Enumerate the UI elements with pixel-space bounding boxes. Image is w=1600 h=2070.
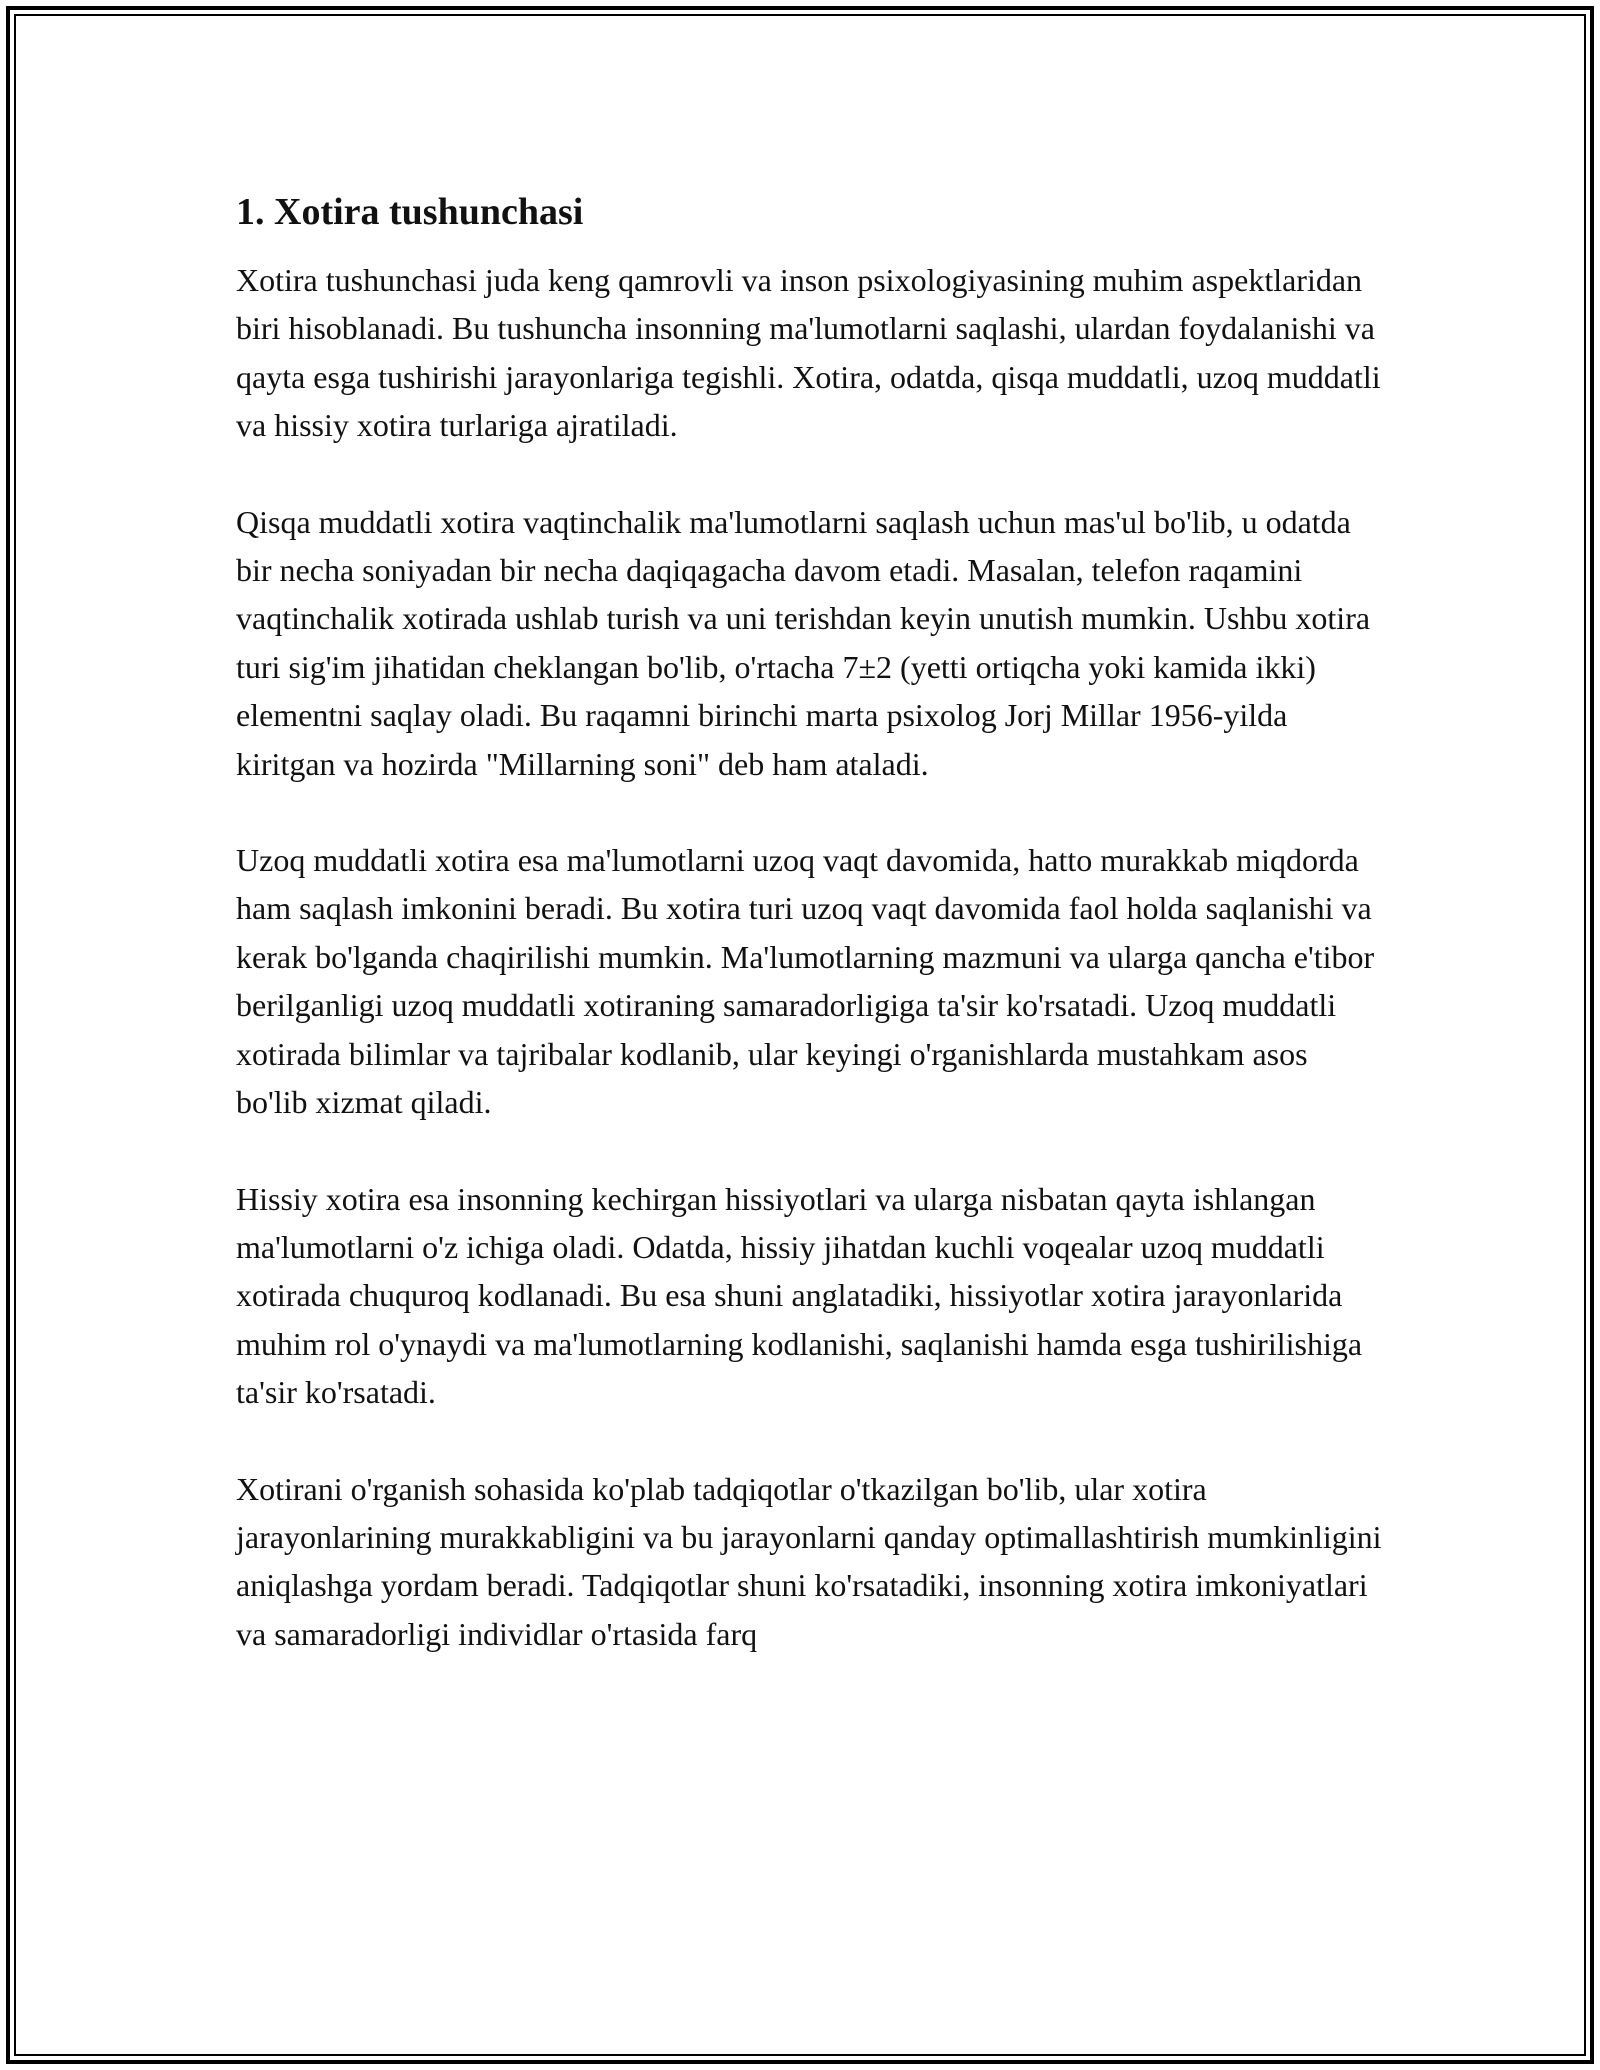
paragraph-1: Xotira tushunchasi juda keng qamrovli va inson psixologiyasining muhim aspektlaridan biri hisoblanadi. Bu tushuncha insonning ma'lumotlarni saqlashi, ulardan foydalanishi va qayta esga tushirishi jarayonlariga tegishli. Xotira, odatda, qisqa muddatli, uzoq muddatli va hissiy xotira turlariga ajratiladi. (236, 262, 1381, 444)
paragraph-2: Qisqa muddatli xotira vaqtinchalik ma'lumotlarni saqlash uchun mas'ul bo'lib, u odatda bir necha soniyadan bir necha daqiqagacha davom etadi. Masalan, telefon raqamini vaqtinchalik xotirada ushlab turish va uni terishdan keyin unutish mumkin. Ushbu xotira turi sig'im jihatidan cheklangan bo'lib, o'rtacha 7±2 (yetti ortiqcha yoki kamida ikki) elementni saqlay oladi. Bu raqamni birinchi marta psixolog Jorj Millar 1956-yilda kiritgan va hozirda "Millarning soni" deb ham ataladi. (236, 503, 1371, 782)
paragraph-5: Xotirani o'rganish sohasida ko'plab tadqiqotlar o'tkazilgan bo'lib, ular xotira jarayonlarining murakkabligini va bu jarayonlarni qanday optimallashtirish mumkinligini aniqlashga yordam beradi. Tadqiqotlar shuni ko'rsatadiki, insonning xotira imkoniyatlari va samaradorligi individlar o'rtasida farq (236, 1470, 1382, 1652)
paragraph-3: Uzoq muddatli xotira esa ma'lumotlarni uzoq vaqt davomida, hatto murakkab miqdorda ham saqlash imkonini beradi. Bu xotira turi uzoq vaqt davomida faol holda saqlanishi va kerak bo'lganda chaqirilishi mumkin. Ma'lumotlarning mazmuni va ularga qancha e'tibor berilganligi uzoq muddatli xotiraning samaradorligiga ta'sir ko'rsatadi. Uzoq muddatli xotirada bilimlar va tajribalar kodlanib, ular keyingi o'rganishlarda mustahkam asos bo'lib xizmat qiladi. (236, 842, 1375, 1121)
document-body (236, 186, 1386, 1706)
paragraph-4: Hissiy xotira esa insonning kechirgan hissiyotlari va ularga nisbatan qayta ishlangan ma'lumotlarni o'z ichiga oladi. Odatda, hissiy jihatdan kuchli voqealar uzoq muddatli xotirada chuquroq kodlanadi. Bu esa shuni anglatadiki, hissiyotlar xotira jarayonlarida muhim rol o'ynaydi va ma'lumotlarning kodlanishi, saqlanishi hamda esga tushirilishiga ta'sir ko'rsatadi. (236, 1180, 1363, 1411)
section-title: 1. Xotira tushunchasi (236, 191, 584, 233)
